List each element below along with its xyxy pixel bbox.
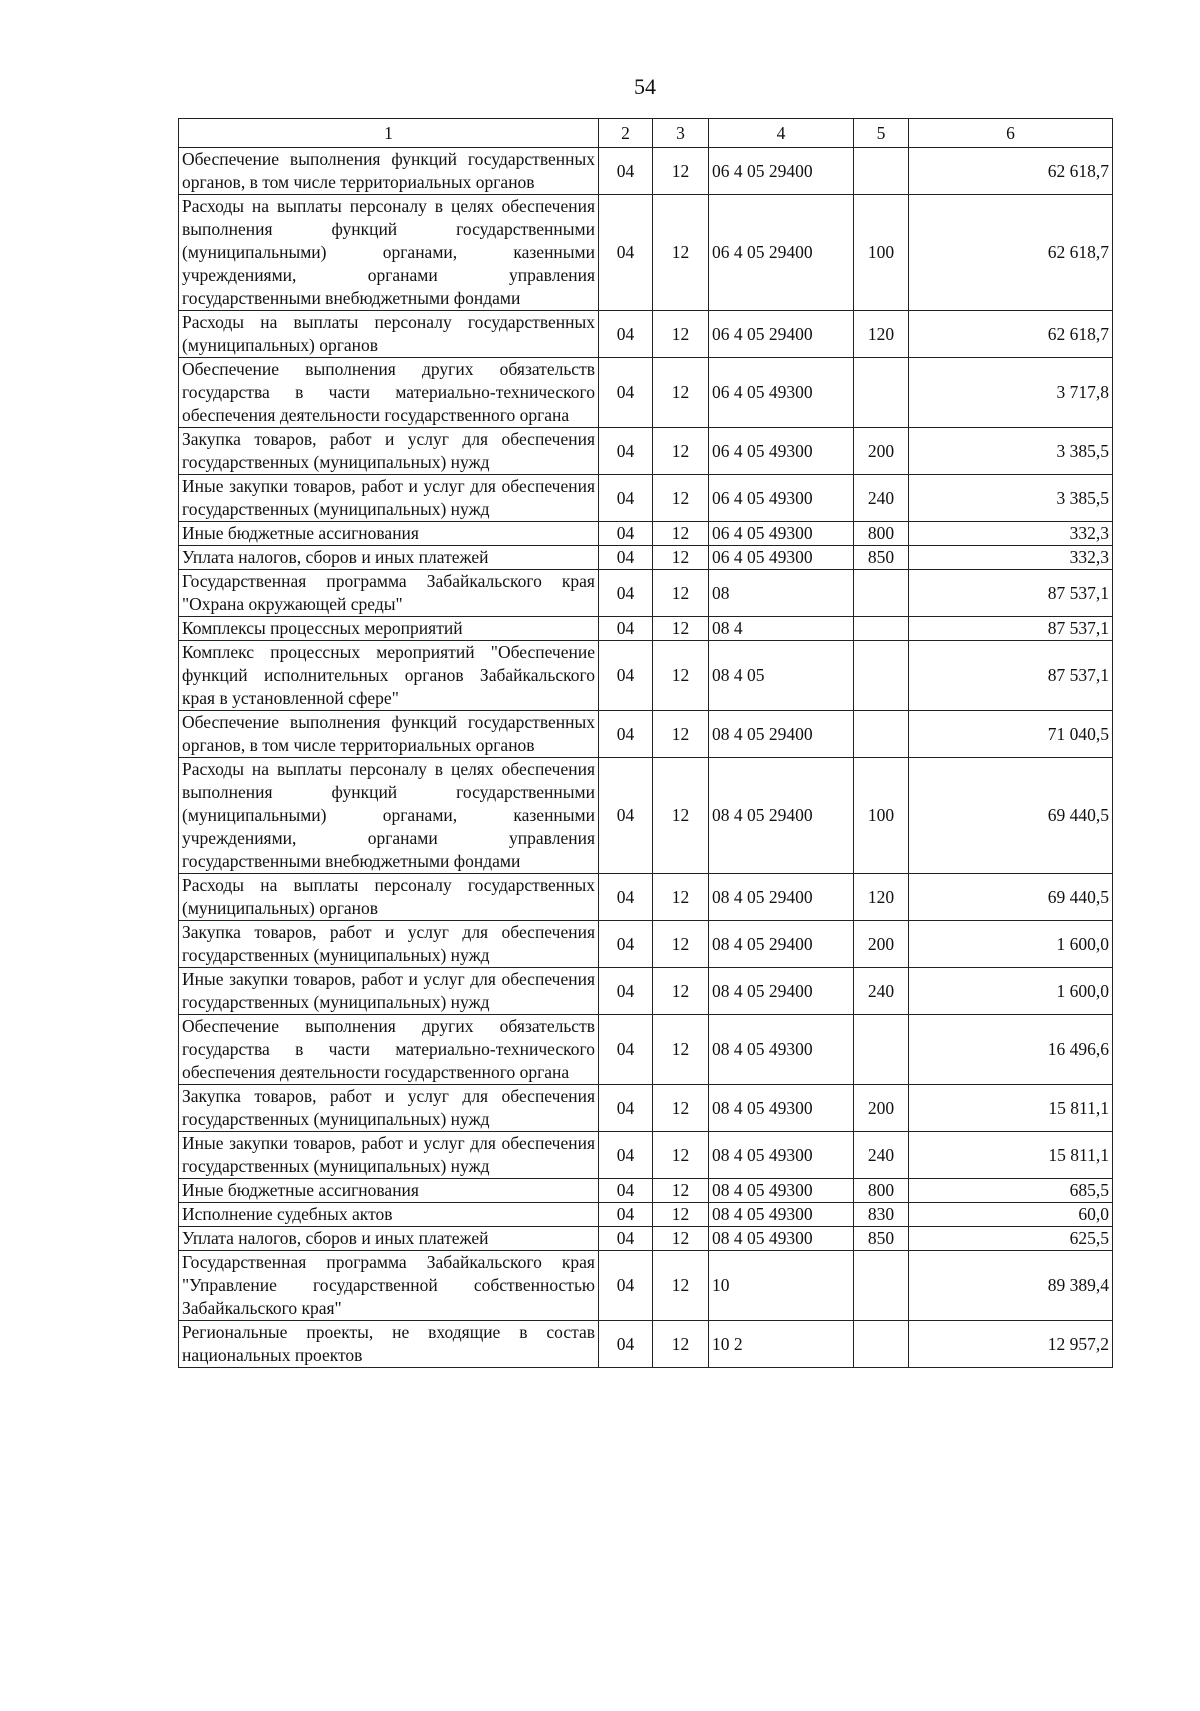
expense-name-cell: Комплексы процессных мероприятий bbox=[179, 617, 599, 641]
expense-name-cell: Региональные проекты, не входящие в состав национальных проектов bbox=[179, 1321, 599, 1368]
section-code-cell: 04 bbox=[599, 617, 653, 641]
target-article-cell: 10 bbox=[709, 1251, 854, 1321]
expense-name-cell: Государственная программа Забайкальского края "Управление государственной собственностью Забайкальского края" bbox=[179, 1251, 599, 1321]
subsection-code-cell: 12 bbox=[653, 1227, 709, 1251]
section-code-cell: 04 bbox=[599, 1227, 653, 1251]
expense-name-cell: Закупка товаров, работ и услуг для обеспечения государственных (муниципальных) нужд bbox=[179, 1085, 599, 1132]
target-article-cell: 06 4 05 49300 bbox=[709, 358, 854, 428]
subsection-code-cell: 12 bbox=[653, 641, 709, 711]
amount-cell: 62 618,7 bbox=[909, 195, 1113, 311]
expense-type-cell bbox=[854, 1251, 909, 1321]
subsection-code-cell: 12 bbox=[653, 522, 709, 546]
amount-cell: 89 389,4 bbox=[909, 1251, 1113, 1321]
table-row bbox=[179, 428, 1113, 475]
target-article-cell: 08 4 05 49300 bbox=[709, 1227, 854, 1251]
target-article-cell: 06 4 05 49300 bbox=[709, 475, 854, 522]
expense-name-cell: Исполнение судебных актов bbox=[179, 1203, 599, 1227]
target-article-cell: 06 4 05 29400 bbox=[709, 311, 854, 358]
section-code-cell: 04 bbox=[599, 921, 653, 968]
expense-type-cell bbox=[854, 617, 909, 641]
table-row bbox=[179, 1085, 1113, 1132]
subsection-code-cell: 12 bbox=[653, 428, 709, 475]
expense-name-cell: Обеспечение выполнения других обязательств государства в части материально-технического обеспечения деятельности государственного органа bbox=[179, 358, 599, 428]
amount-cell: 62 618,7 bbox=[909, 148, 1113, 195]
subsection-code-cell: 12 bbox=[653, 711, 709, 758]
column-header: 5 bbox=[854, 119, 909, 148]
table-row bbox=[179, 968, 1113, 1015]
table-row bbox=[179, 546, 1113, 570]
section-code-cell: 04 bbox=[599, 148, 653, 195]
target-article-cell: 10 2 bbox=[709, 1321, 854, 1368]
expense-type-cell: 240 bbox=[854, 475, 909, 522]
expense-name-cell: Иные закупки товаров, работ и услуг для обеспечения государственных (муниципальных) нужд bbox=[179, 1132, 599, 1179]
expense-name-cell: Обеспечение выполнения функций государственных органов, в том числе территориальных органов bbox=[179, 711, 599, 758]
amount-cell: 685,5 bbox=[909, 1179, 1113, 1203]
expense-type-cell: 850 bbox=[854, 1227, 909, 1251]
amount-cell: 87 537,1 bbox=[909, 617, 1113, 641]
expense-name-cell: Закупка товаров, работ и услуг для обеспечения государственных (муниципальных) нужд bbox=[179, 428, 599, 475]
amount-cell: 625,5 bbox=[909, 1227, 1113, 1251]
table-row bbox=[179, 758, 1113, 874]
section-code-cell: 04 bbox=[599, 570, 653, 617]
section-code-cell: 04 bbox=[599, 358, 653, 428]
section-code-cell: 04 bbox=[599, 475, 653, 522]
expense-type-cell bbox=[854, 641, 909, 711]
section-code-cell: 04 bbox=[599, 1085, 653, 1132]
expense-name-cell: Государственная программа Забайкальского края "Охрана окружающей среды" bbox=[179, 570, 599, 617]
expense-type-cell: 120 bbox=[854, 874, 909, 921]
section-code-cell: 04 bbox=[599, 1321, 653, 1368]
expense-type-cell: 100 bbox=[854, 195, 909, 311]
expense-name-cell: Уплата налогов, сборов и иных платежей bbox=[179, 546, 599, 570]
subsection-code-cell: 12 bbox=[653, 358, 709, 428]
subsection-code-cell: 12 bbox=[653, 148, 709, 195]
expense-type-cell bbox=[854, 148, 909, 195]
table-row bbox=[179, 1321, 1113, 1368]
expense-name-cell: Уплата налогов, сборов и иных платежей bbox=[179, 1227, 599, 1251]
section-code-cell: 04 bbox=[599, 195, 653, 311]
section-code-cell: 04 bbox=[599, 1132, 653, 1179]
column-header: 2 bbox=[599, 119, 653, 148]
expense-type-cell bbox=[854, 1321, 909, 1368]
subsection-code-cell: 12 bbox=[653, 1251, 709, 1321]
target-article-cell: 06 4 05 29400 bbox=[709, 195, 854, 311]
column-header: 3 bbox=[653, 119, 709, 148]
expense-type-cell: 800 bbox=[854, 522, 909, 546]
section-code-cell: 04 bbox=[599, 522, 653, 546]
subsection-code-cell: 12 bbox=[653, 968, 709, 1015]
column-header: 1 bbox=[179, 119, 599, 148]
amount-cell: 12 957,2 bbox=[909, 1321, 1113, 1368]
subsection-code-cell: 12 bbox=[653, 1179, 709, 1203]
table-row bbox=[179, 1132, 1113, 1179]
expense-type-cell: 830 bbox=[854, 1203, 909, 1227]
target-article-cell: 08 4 05 49300 bbox=[709, 1085, 854, 1132]
target-article-cell: 08 4 05 bbox=[709, 641, 854, 711]
section-code-cell: 04 bbox=[599, 311, 653, 358]
column-header: 6 bbox=[909, 119, 1113, 148]
section-code-cell: 04 bbox=[599, 711, 653, 758]
target-article-cell: 08 4 05 29400 bbox=[709, 874, 854, 921]
subsection-code-cell: 12 bbox=[653, 1015, 709, 1085]
table-row bbox=[179, 1251, 1113, 1321]
target-article-cell: 08 4 05 49300 bbox=[709, 1179, 854, 1203]
section-code-cell: 04 bbox=[599, 641, 653, 711]
target-article-cell: 08 4 05 49300 bbox=[709, 1132, 854, 1179]
amount-cell: 3 385,5 bbox=[909, 475, 1113, 522]
subsection-code-cell: 12 bbox=[653, 874, 709, 921]
amount-cell: 62 618,7 bbox=[909, 311, 1113, 358]
amount-cell: 16 496,6 bbox=[909, 1015, 1113, 1085]
expense-name-cell: Комплекс процессных мероприятий "Обеспечение функций исполнительных органов Забайкальского края в установленной сфере" bbox=[179, 641, 599, 711]
expense-name-cell: Расходы на выплаты персоналу в целях обеспечения выполнения функций государственными (муниципальными) органами, казенными учреждениями, органами управления государственными внебюджетными фондами bbox=[179, 758, 599, 874]
expense-type-cell: 240 bbox=[854, 1132, 909, 1179]
amount-cell: 15 811,1 bbox=[909, 1132, 1113, 1179]
subsection-code-cell: 12 bbox=[653, 921, 709, 968]
target-article-cell: 08 4 05 29400 bbox=[709, 758, 854, 874]
section-code-cell: 04 bbox=[599, 874, 653, 921]
table-row bbox=[179, 641, 1113, 711]
target-article-cell: 06 4 05 49300 bbox=[709, 428, 854, 475]
target-article-cell: 08 bbox=[709, 570, 854, 617]
section-code-cell: 04 bbox=[599, 758, 653, 874]
amount-cell: 1 600,0 bbox=[909, 921, 1113, 968]
subsection-code-cell: 12 bbox=[653, 195, 709, 311]
expense-name-cell: Иные бюджетные ассигнования bbox=[179, 522, 599, 546]
expense-type-cell: 100 bbox=[854, 758, 909, 874]
expense-type-cell bbox=[854, 570, 909, 617]
amount-cell: 3 385,5 bbox=[909, 428, 1113, 475]
table-row bbox=[179, 522, 1113, 546]
expense-type-cell: 200 bbox=[854, 1085, 909, 1132]
expense-type-cell: 200 bbox=[854, 921, 909, 968]
target-article-cell: 08 4 05 49300 bbox=[709, 1015, 854, 1085]
amount-cell: 71 040,5 bbox=[909, 711, 1113, 758]
subsection-code-cell: 12 bbox=[653, 570, 709, 617]
section-code-cell: 04 bbox=[599, 1015, 653, 1085]
table-header-row bbox=[179, 119, 1113, 148]
expense-type-cell bbox=[854, 1015, 909, 1085]
amount-cell: 69 440,5 bbox=[909, 874, 1113, 921]
expense-type-cell: 240 bbox=[854, 968, 909, 1015]
subsection-code-cell: 12 bbox=[653, 758, 709, 874]
page-number: 54 bbox=[634, 74, 656, 99]
expense-type-cell: 200 bbox=[854, 428, 909, 475]
expense-type-cell bbox=[854, 711, 909, 758]
section-code-cell: 04 bbox=[599, 1251, 653, 1321]
section-code-cell: 04 bbox=[599, 1203, 653, 1227]
subsection-code-cell: 12 bbox=[653, 1321, 709, 1368]
subsection-code-cell: 12 bbox=[653, 617, 709, 641]
subsection-code-cell: 12 bbox=[653, 1132, 709, 1179]
subsection-code-cell: 12 bbox=[653, 1085, 709, 1132]
section-code-cell: 04 bbox=[599, 428, 653, 475]
amount-cell: 3 717,8 bbox=[909, 358, 1113, 428]
target-article-cell: 08 4 05 29400 bbox=[709, 711, 854, 758]
target-article-cell: 06 4 05 49300 bbox=[709, 522, 854, 546]
budget-table bbox=[178, 118, 1113, 1368]
expense-name-cell: Расходы на выплаты персоналу в целях обеспечения выполнения функций государственными (муниципальными) органами, казенными учреждениями, органами управления государственными внебюджетными фондами bbox=[179, 195, 599, 311]
amount-cell: 60,0 bbox=[909, 1203, 1113, 1227]
amount-cell: 332,3 bbox=[909, 546, 1113, 570]
table-row bbox=[179, 570, 1113, 617]
amount-cell: 87 537,1 bbox=[909, 570, 1113, 617]
expense-name-cell: Расходы на выплаты персоналу государственных (муниципальных) органов bbox=[179, 311, 599, 358]
target-article-cell: 08 4 05 49300 bbox=[709, 1203, 854, 1227]
expense-name-cell: Расходы на выплаты персоналу государственных (муниципальных) органов bbox=[179, 874, 599, 921]
expense-name-cell: Иные закупки товаров, работ и услуг для обеспечения государственных (муниципальных) нужд bbox=[179, 475, 599, 522]
target-article-cell: 08 4 05 29400 bbox=[709, 921, 854, 968]
table-row bbox=[179, 874, 1113, 921]
table-row bbox=[179, 148, 1113, 195]
table-row bbox=[179, 1179, 1113, 1203]
subsection-code-cell: 12 bbox=[653, 311, 709, 358]
subsection-code-cell: 12 bbox=[653, 475, 709, 522]
table-row bbox=[179, 195, 1113, 311]
table-row bbox=[179, 1203, 1113, 1227]
amount-cell: 69 440,5 bbox=[909, 758, 1113, 874]
column-header: 4 bbox=[709, 119, 854, 148]
table-row bbox=[179, 921, 1113, 968]
expense-name-cell: Закупка товаров, работ и услуг для обеспечения государственных (муниципальных) нужд bbox=[179, 921, 599, 968]
table-row bbox=[179, 617, 1113, 641]
expense-type-cell: 850 bbox=[854, 546, 909, 570]
amount-cell: 1 600,0 bbox=[909, 968, 1113, 1015]
target-article-cell: 06 4 05 49300 bbox=[709, 546, 854, 570]
subsection-code-cell: 12 bbox=[653, 1203, 709, 1227]
target-article-cell: 08 4 bbox=[709, 617, 854, 641]
expense-type-cell: 800 bbox=[854, 1179, 909, 1203]
amount-cell: 15 811,1 bbox=[909, 1085, 1113, 1132]
amount-cell: 87 537,1 bbox=[909, 641, 1113, 711]
table-row bbox=[179, 475, 1113, 522]
expense-name-cell: Иные закупки товаров, работ и услуг для обеспечения государственных (муниципальных) нужд bbox=[179, 968, 599, 1015]
table-row bbox=[179, 711, 1113, 758]
subsection-code-cell: 12 bbox=[653, 546, 709, 570]
amount-cell: 332,3 bbox=[909, 522, 1113, 546]
target-article-cell: 08 4 05 29400 bbox=[709, 968, 854, 1015]
expense-type-cell bbox=[854, 358, 909, 428]
table-row bbox=[179, 358, 1113, 428]
section-code-cell: 04 bbox=[599, 1179, 653, 1203]
target-article-cell: 06 4 05 29400 bbox=[709, 148, 854, 195]
table-row bbox=[179, 1015, 1113, 1085]
table-body bbox=[179, 148, 1113, 1368]
expense-name-cell: Обеспечение выполнения других обязательств государства в части материально-технического обеспечения деятельности государственного органа bbox=[179, 1015, 599, 1085]
section-code-cell: 04 bbox=[599, 546, 653, 570]
table-row bbox=[179, 311, 1113, 358]
table-row bbox=[179, 1227, 1113, 1251]
expense-type-cell: 120 bbox=[854, 311, 909, 358]
expense-name-cell: Обеспечение выполнения функций государственных органов, в том числе территориальных органов bbox=[179, 148, 599, 195]
section-code-cell: 04 bbox=[599, 968, 653, 1015]
expense-name-cell: Иные бюджетные ассигнования bbox=[179, 1179, 599, 1203]
